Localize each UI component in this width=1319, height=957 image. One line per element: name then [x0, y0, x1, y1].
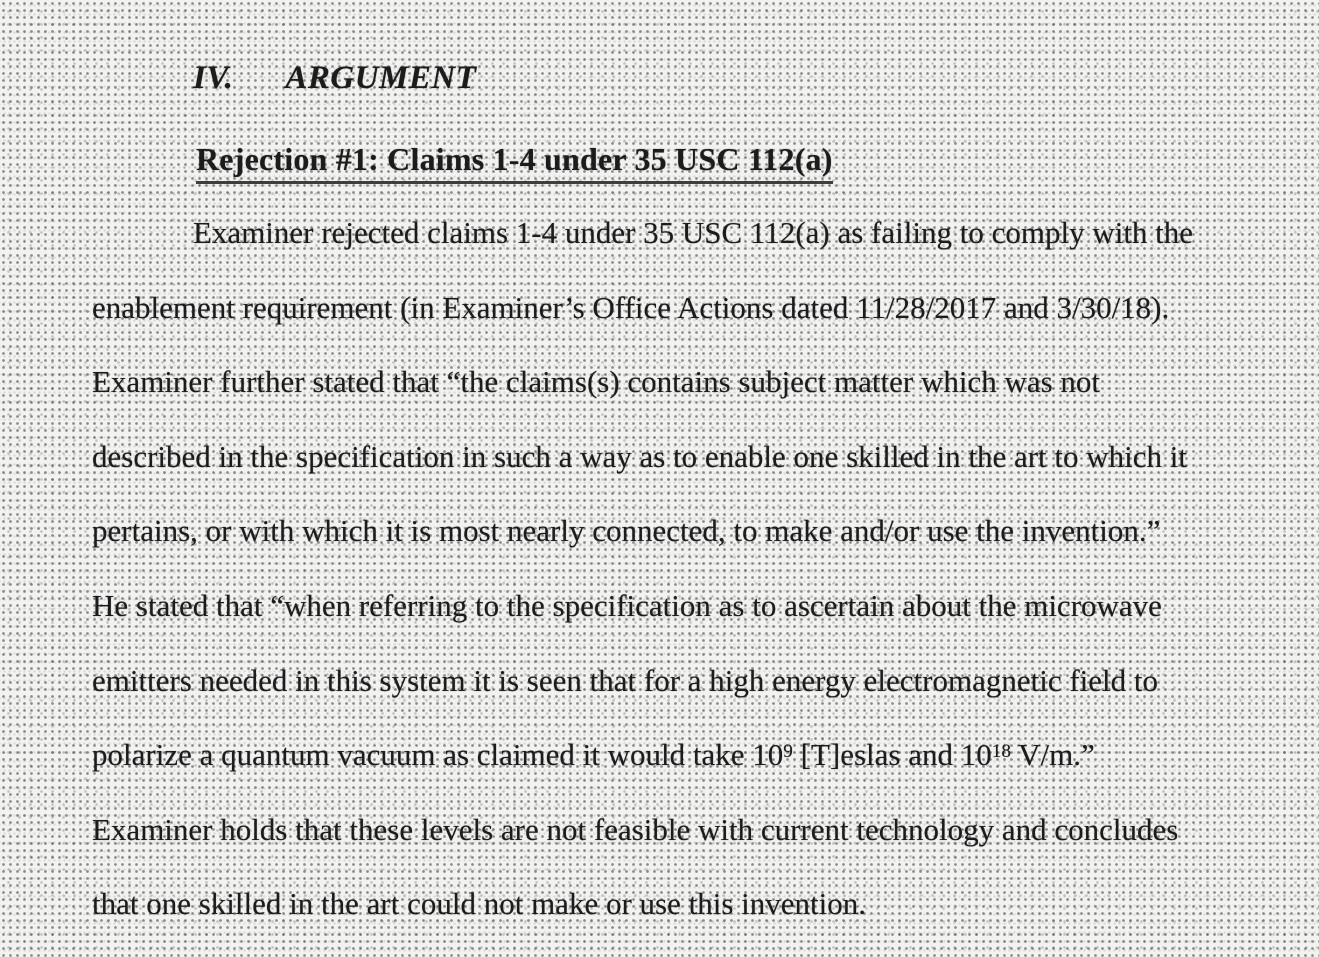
line-text: pertains, or with which it is most nearly connected, to make and/or use the invention.”	[92, 513, 1161, 549]
paragraph-line	[92, 494, 1249, 569]
line-text: Examiner further stated that “the claims(s) contains subject matter which was not	[92, 364, 1101, 400]
section-number: IV.	[193, 60, 234, 96]
line-text: described in the specification in such a way as to enable one skilled in the art to which it	[92, 438, 1188, 474]
line-text: V/m.”	[1010, 737, 1095, 773]
line-text: He stated that “when referring to the specification as to ascertain about the microwave	[92, 587, 1162, 623]
line-text: Examiner rejected claims 1-4 under 35 USC 112(a) as failing to comply with the	[193, 215, 1194, 250]
paragraph-line	[92, 345, 1249, 420]
superscript-text: 18	[991, 740, 1011, 762]
line-text: enablement requirement (in Examiner’s Office Actions dated 11/28/2017 and 3/30/18).	[92, 289, 1170, 325]
paragraph-line	[92, 569, 1249, 644]
paragraph-line	[92, 867, 1249, 942]
line-text: Examiner holds that these levels are not feasible with current technology and concludes	[92, 811, 1179, 847]
line-text: [T]eslas and 10	[792, 737, 992, 773]
paragraph-line	[92, 196, 1249, 271]
section-title: ARGUMENT	[285, 60, 477, 96]
paragraph-line	[92, 793, 1249, 868]
rejection-subheading: Rejection #1: Claims 1-4 under 35 USC 112(a)	[196, 140, 833, 184]
line-text: polarize a quantum vacuum as claimed it would take 10	[92, 737, 784, 773]
paragraph-line	[92, 644, 1249, 719]
paragraph-line	[92, 420, 1249, 495]
paragraph-line	[92, 718, 1249, 793]
paragraph-line	[92, 271, 1249, 346]
line-text: that one skilled in the art could not make or use this invention.	[92, 886, 866, 922]
line-text: emitters needed in this system it is seen that for a high energy electromagnetic field to	[92, 662, 1159, 698]
section-heading	[193, 58, 1249, 98]
subheading-row	[196, 140, 1249, 184]
superscript-text: 9	[783, 740, 793, 762]
paragraph	[92, 196, 1249, 942]
